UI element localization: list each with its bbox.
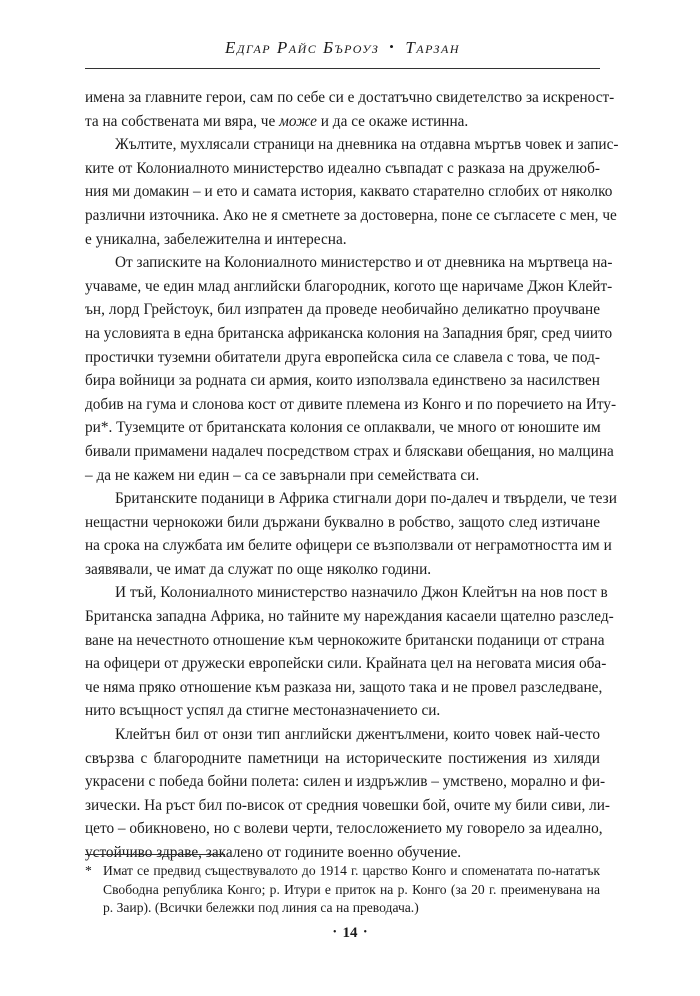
- text-line: Британските поданици в Африка стигнали дори по-далеч и твърдели, че тези: [115, 490, 617, 508]
- footnote: [85, 862, 600, 918]
- text-line: Клейтън бил от онзи тип английски джентълмени, които човек най-често: [115, 726, 600, 744]
- text-line: ния ми домакин – и ето и самата история, каквато старателно сглобих от няколко: [85, 183, 613, 201]
- footnote-line: Свободна република Конго; р. Итури е приток на р. Конго (за 20 г. преименувана на: [103, 881, 600, 897]
- text-line: устойчиво здраве, закалено от годините военно обучение.: [85, 844, 462, 861]
- page-ornament-right: •: [363, 927, 368, 938]
- text-line: Жълтите, мухлясали страници на дневника на отдавна мъртъв човек и запис-: [115, 136, 619, 154]
- text-line: ън, лорд Грейстоук, бил изпратен да проведе необичайно деликатно проучване: [85, 301, 600, 319]
- author-name: Едгар Райс Бъроуз: [225, 38, 380, 57]
- footnote-rule: [85, 854, 225, 855]
- page-number-value: 14: [342, 925, 358, 941]
- footnote-line: р. Заир). (Всички бележки под линия са на преводача.): [103, 900, 419, 915]
- book-title: Тарзан: [405, 38, 460, 57]
- text-line: имена за главните герои, сам по себе си е достатъчно свидетелство за искреност-: [85, 89, 615, 106]
- text-line: простички туземни обитатели друга европейска сила се славела с това, че под-: [85, 348, 600, 366]
- text-line: зически. На ръст бил по-висок от средния човешки бой, очите му били сиви, ли-: [85, 796, 611, 814]
- text-line: – да не кажем ни един – са се завърнали при семействата си.: [85, 466, 480, 484]
- text-line: учаваме, че един млад английски благородник, когото ще наричаме Джон Клейт-: [85, 277, 613, 295]
- footnote-mark: *: [85, 863, 92, 878]
- emphasis-word: може: [279, 112, 317, 130]
- text-line: бивали примамени надалеч посредством страх и бляскави обещания, но малцина: [85, 442, 614, 460]
- page-number: [0, 925, 700, 942]
- body-text: [85, 86, 619, 865]
- text-line: бира войници за родната си армия, които използвала единствено за насилствен: [85, 372, 600, 390]
- text-line: Британска западна Африка, но тайните му нареждания касаели щателно разслед-: [85, 608, 614, 626]
- text-line: различни източника. Ако не я сметнете за достоверна, поне се съгласете с мен, че: [85, 206, 617, 224]
- text-line: свързва с благородните паметници на историческите постижения из хиляди: [85, 749, 600, 767]
- text-line: цето – обикновено, но с волеви черти, телосложението му говорело за идеално,: [85, 820, 603, 838]
- text-line: на срока на службата им белите офицери се възползвали от неграмотността им и: [85, 537, 612, 555]
- text-line: нито всъщност успял да стигне местоназначението си.: [85, 702, 441, 720]
- paragraph-2: [85, 133, 619, 251]
- text-line: И тъй, Колониалното министерство назначило Джон Клейтън на нов пост в: [115, 584, 608, 602]
- paragraph-1: [85, 86, 615, 133]
- text-line: От записките на Колониалното министерство и от дневника на мъртвеца на-: [115, 254, 613, 272]
- paragraph-4: [85, 487, 617, 581]
- text-line: та на собствената ми вяра, че може и да се окаже истинна.: [85, 112, 469, 130]
- text-line: е уникална, забележителна и интересна.: [85, 230, 347, 248]
- text-line: на офицери от дружески европейски сили. Крайната цел на неговата мисия оба-: [85, 655, 607, 673]
- text-line: ри*. Туземците от британската колония се оплаквали, че много от юношите им: [85, 419, 601, 437]
- footnote-line: Имат се предвид съществувалото до 1914 г. царство Конго и споменатата по-нататък: [103, 863, 600, 878]
- header-rule: [85, 68, 600, 69]
- text-line: украсени с победа бойни полета: силен и издръжлив – умствено, морално и фи-: [85, 773, 606, 791]
- paragraph-5: [85, 581, 614, 723]
- text-line: нещастни чернокожи били държани буквално в робство, защото след изтичане: [85, 513, 600, 531]
- text-line: ване на нечестното отношение към чернокожите британски поданици от страна: [85, 631, 605, 649]
- text-line: добив на гума и слонова кост от дивите племена из Конго и по поречието на Иту-: [85, 395, 617, 413]
- paragraph-6: [85, 723, 611, 865]
- paragraph-3: [85, 251, 617, 487]
- text-line: заявявали, че имат да служат по още няколко години.: [85, 560, 432, 578]
- header-separator: •: [389, 39, 396, 54]
- running-header: [85, 38, 600, 58]
- text-line: на условията в една британска африканска колония на Западния бряг, сред чиито: [85, 324, 613, 342]
- text-line: че няма пряко отношение към разказа ни, защото така и не провел разследване,: [85, 678, 603, 696]
- text-line: ките от Колониалното министерство идеално съвпадат с разказа на дружелюб-: [85, 159, 600, 177]
- page-ornament-left: •: [332, 927, 337, 938]
